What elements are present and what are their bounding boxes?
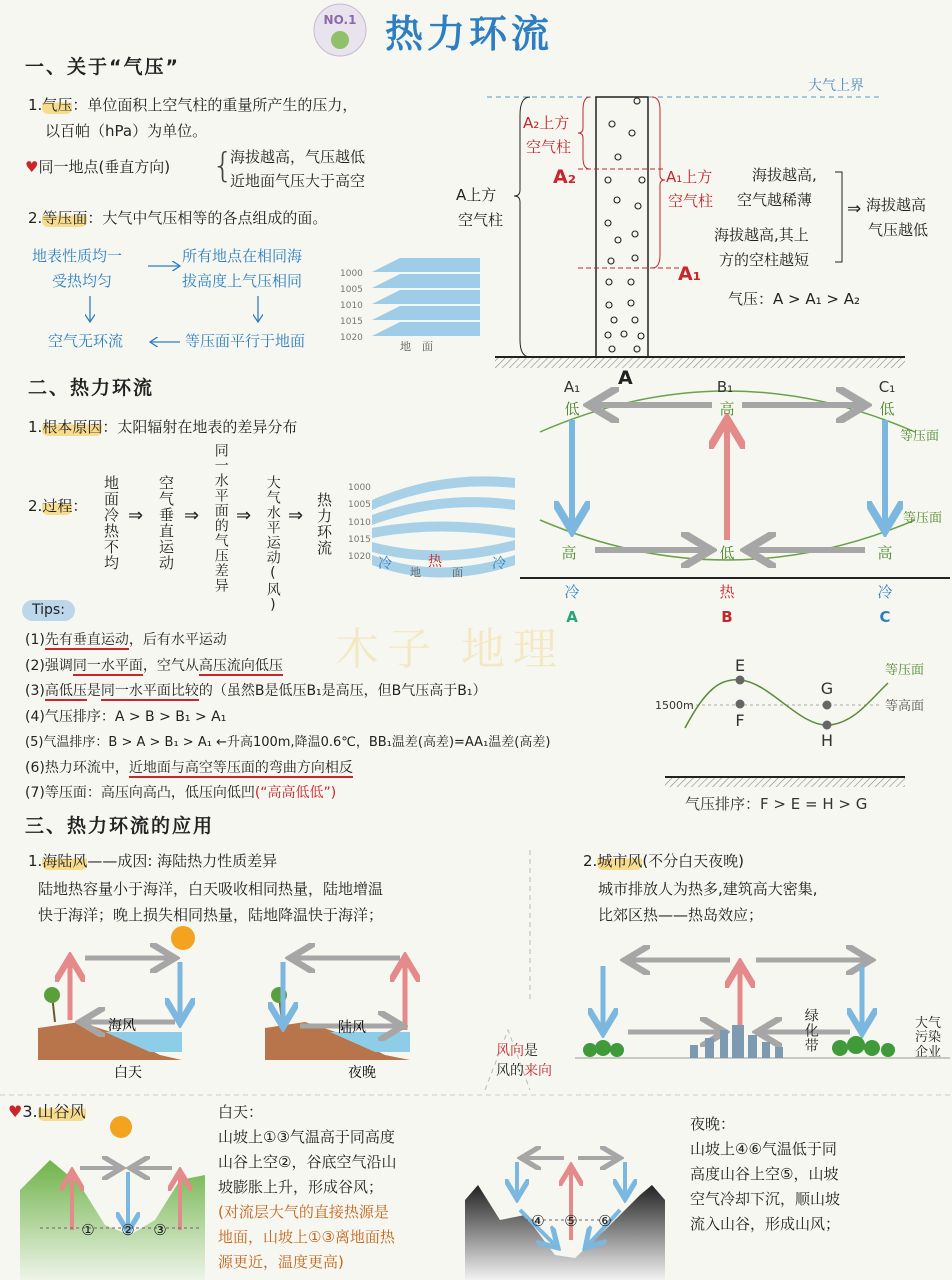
iso-label: 1005 xyxy=(340,285,363,295)
city-wind-text: 城市排放人为热多,建筑高大密集, xyxy=(598,880,818,898)
text: 坡膨胀上升，形成谷风； xyxy=(218,1178,384,1196)
num: 2. xyxy=(28,497,43,515)
term: 海陆风 xyxy=(42,852,88,870)
pressure-high: 高 xyxy=(561,544,577,562)
arrow-icon: ⇒ xyxy=(288,505,304,526)
point-b1: B₁ xyxy=(716,378,734,396)
text: 的（虽然B是低压B₁是高压，但B气压高于B₁） xyxy=(198,683,487,699)
chart-label: 1020 xyxy=(348,552,371,562)
process-step: 大气水平运动(风) xyxy=(264,475,281,614)
text: ：大气中气压相等的各点组成的面。 xyxy=(87,209,328,227)
isobar-label: 等压面 xyxy=(903,511,943,526)
point-a: A xyxy=(618,367,633,389)
sea-breeze-title xyxy=(28,852,277,870)
pressure-low: 低 xyxy=(719,544,735,562)
point-a: A xyxy=(566,608,578,626)
isobar-chart-flat xyxy=(340,258,480,353)
text: (6)热力环流中， xyxy=(25,759,129,776)
text: 来向 xyxy=(524,1062,552,1079)
tip-item xyxy=(25,628,550,654)
valley-wind-day-diagram xyxy=(20,1116,205,1280)
text: ，空气从 xyxy=(142,657,199,674)
iso-label: 1015 xyxy=(340,317,363,327)
text: 源更近，温度更高) xyxy=(218,1253,344,1271)
sun-icon xyxy=(171,926,195,950)
text: 风的 xyxy=(496,1062,524,1079)
pressure-order: 气压排序：F > E = H > G xyxy=(685,795,868,813)
process-step: 空气垂直运动 xyxy=(157,475,175,571)
term: 城市风 xyxy=(597,852,643,870)
sun-icon xyxy=(110,1116,132,1138)
point-marker: ④ xyxy=(531,1212,545,1230)
city-wind-diagram xyxy=(575,960,950,1058)
mountain-wind-night-diagram xyxy=(465,1135,665,1280)
point-a1: A₁ xyxy=(563,378,581,396)
point-g: G xyxy=(820,679,834,698)
tip-item xyxy=(25,756,550,782)
process-step: 同一水平面的气压差异 xyxy=(212,443,229,593)
text: ，后有水平运动 xyxy=(128,632,227,648)
text: ——成因: 海陆热力性质差异 xyxy=(87,852,278,870)
num: 1. xyxy=(28,96,43,114)
section-1-heading: 一、关于“气压” xyxy=(25,56,180,78)
a2-column-label: 空气柱 xyxy=(526,138,572,156)
mountain-wind-night-text xyxy=(690,1112,840,1237)
chart-label: 1000 xyxy=(348,483,371,493)
thermal-circulation-diagram xyxy=(520,378,950,626)
ground-label: 面 xyxy=(452,566,463,579)
logo-badge xyxy=(314,4,366,56)
efgh-diagram xyxy=(655,656,924,813)
iso-label: 1020 xyxy=(340,333,363,343)
sea-breeze-text: 快于海洋；晚上损失相同热量，陆地降温快于海洋； xyxy=(38,906,384,924)
sea-breeze-night-diagram xyxy=(265,925,437,1081)
process-step: 地面冷热不均 xyxy=(102,475,120,571)
text: 同一水平面比较 xyxy=(100,683,199,699)
night-label: 夜晚 xyxy=(348,1065,376,1081)
isoheight-label: 等高面 xyxy=(885,699,925,714)
pressure-high: 高 xyxy=(719,400,735,418)
tip-item: (4)气压排序：A > B > B₁ > A₁ xyxy=(25,708,227,725)
palm-tree-icon xyxy=(44,987,60,1003)
text: (7)等压面：高压向高凸，低压向低凹 xyxy=(25,785,255,801)
land-wind-label: 陆风 xyxy=(338,1020,366,1036)
colon: ： xyxy=(72,497,88,515)
flow-step: 受热均匀 xyxy=(52,272,113,290)
text: (“高高低低”) xyxy=(254,785,337,801)
note: 空气越稀薄 xyxy=(737,191,813,209)
term: 根本原因 xyxy=(42,418,103,436)
definition-pressure-cont: 以百帕（hPa）为单位。 xyxy=(45,122,208,140)
text: 是 xyxy=(524,1043,538,1059)
arrow-icon: ⇒ xyxy=(128,505,144,526)
text: 高度山谷上空⑤，山坡 xyxy=(690,1165,839,1183)
tip-item xyxy=(25,781,550,807)
implies-arrow-icon: ⇒ xyxy=(847,199,862,219)
logo-text: NO.1 xyxy=(323,13,357,27)
term: 过程 xyxy=(42,497,73,515)
altitude-label: 1500m xyxy=(655,699,694,712)
tip-item xyxy=(25,679,550,705)
isobar-label: 等压面 xyxy=(900,429,940,444)
text: (2)强调 xyxy=(25,657,73,674)
text: 流入山谷，形成山风； xyxy=(690,1215,841,1233)
sea-breeze-text: 陆地热容量小于海洋，白天吸收相同热量，陆地增温 xyxy=(38,880,384,898)
tip-item xyxy=(25,654,550,680)
point-f: F xyxy=(735,711,745,730)
a-column-label: A上方 xyxy=(456,186,497,204)
text: 是 xyxy=(86,683,101,699)
point-marker: ③ xyxy=(153,1221,167,1239)
note: 海拔越高, xyxy=(752,166,817,184)
point-a2: A₂ xyxy=(553,166,577,188)
isobar-label: 等压面 xyxy=(885,663,925,678)
section-2-heading: 二、热力环流 xyxy=(28,377,155,399)
flow-step: 所有地点在相同海 xyxy=(182,247,303,265)
num: 2. xyxy=(28,209,43,227)
valley-wind-title xyxy=(8,1102,86,1121)
heart-icon: ♥ xyxy=(25,158,39,176)
day-label: 白天 xyxy=(114,1065,142,1081)
flow-step: 空气无环流 xyxy=(48,332,124,350)
point-b: B xyxy=(721,608,733,626)
text: (不分白天夜晚) xyxy=(642,852,745,870)
text: 地面，山坡上①③离地面热 xyxy=(218,1228,395,1246)
iso-label: 1010 xyxy=(340,301,363,311)
watermark: 木子 地理 xyxy=(335,624,565,675)
wind-direction-note xyxy=(496,1042,552,1081)
arrow-icon: ⇒ xyxy=(184,505,200,526)
arrow-icon: ⇒ xyxy=(236,505,252,526)
note: 方的空柱越短 xyxy=(719,251,810,269)
tips-list xyxy=(25,628,550,807)
root-cause xyxy=(28,418,297,436)
conclusion: 海拔越高 xyxy=(866,196,927,214)
text: 企业 xyxy=(915,1044,942,1060)
city-wind-text: 比郊区热——热岛效应； xyxy=(598,906,764,924)
process-step: 热力环流 xyxy=(315,492,333,556)
text: 山坡上④⑥气温低于同 xyxy=(690,1140,837,1158)
conclusion: 气压越低 xyxy=(868,221,929,239)
cold-label: 冷 xyxy=(564,583,580,601)
text: 大气 xyxy=(915,1016,942,1031)
tips-badge: Tips: xyxy=(22,600,75,621)
rule-2: 近地面气压大于高空 xyxy=(230,172,366,190)
pressure-high: 高 xyxy=(877,544,893,562)
text: 同一水平面 xyxy=(72,657,143,674)
same-point-note xyxy=(25,158,170,176)
section-3-heading: 三、热力环流的应用 xyxy=(25,815,215,837)
text: 高低压 xyxy=(44,683,87,699)
a-column-label: 空气柱 xyxy=(458,211,504,229)
text: 山坡上①③气温高于同高度 xyxy=(218,1128,395,1146)
flow-step: 拔高度上气压相同 xyxy=(182,272,303,290)
valley-wind-day-text xyxy=(218,1100,396,1275)
a1-column-label: 空气柱 xyxy=(668,192,714,210)
ground-label: 地 面 xyxy=(400,340,433,353)
hot-label: 热 xyxy=(428,554,442,570)
point-c1: C₁ xyxy=(878,378,896,396)
text: 污染 xyxy=(915,1030,942,1046)
text: ：单位面积上空气柱的重量所产生的压力， xyxy=(72,96,358,114)
point-marker: ⑥ xyxy=(598,1212,612,1230)
city-wind-title xyxy=(583,852,744,870)
cold-label: 冷 xyxy=(378,556,392,572)
cold-label: 冷 xyxy=(492,556,506,572)
chart-label: 1015 xyxy=(348,535,371,545)
sea-breeze-day-diagram xyxy=(38,926,195,1081)
term: 等压面 xyxy=(42,209,88,227)
point-marker: ① xyxy=(81,1221,95,1239)
term: 气压 xyxy=(42,96,73,114)
flow-step: 地表性质均一 xyxy=(32,247,123,265)
point-a1: A₁ xyxy=(678,263,702,285)
text: 先有垂直运动 xyxy=(44,632,129,648)
isobar-chart-curved xyxy=(348,476,515,579)
text: 近地面与高空等压面的弯曲方向相反 xyxy=(128,759,353,776)
pressure-order: 气压：A > A₁ > A₂ xyxy=(728,290,861,308)
definition-pressure xyxy=(28,96,357,114)
text: (1) xyxy=(25,632,45,648)
point-marker: ② xyxy=(121,1221,135,1239)
point-c: C xyxy=(879,608,891,626)
green-belt-label: 绿化带 xyxy=(802,1008,819,1053)
iso-label: 1000 xyxy=(340,269,363,279)
text: 风向 xyxy=(496,1043,524,1059)
pressure-low: 低 xyxy=(564,400,580,418)
hot-label: 热 xyxy=(719,583,735,601)
text: (3) xyxy=(25,683,45,699)
chart-label: 1010 xyxy=(348,518,371,528)
page-title: 热力环流 xyxy=(385,12,554,56)
sea-wind-label: 海风 xyxy=(108,1018,136,1034)
a2-column-label: A₂上方 xyxy=(523,114,570,132)
definition-isobar xyxy=(28,209,327,227)
point-h: H xyxy=(820,731,834,750)
process-label xyxy=(28,497,87,515)
brace: { xyxy=(212,146,234,186)
note: 海拔越高,其上 xyxy=(714,226,809,244)
point-e: E xyxy=(734,656,746,675)
point-marker: ⑤ xyxy=(564,1212,578,1230)
num: 1. xyxy=(28,852,43,870)
atmosphere-top-label: 大气上界 xyxy=(808,78,864,94)
rule-1: 海拔越高，气压越低 xyxy=(230,148,366,166)
text: 同一地点(垂直方向) xyxy=(38,158,171,176)
text: 山谷上空②，谷底空气沿山 xyxy=(218,1153,397,1171)
num: 1. xyxy=(28,418,43,436)
text: 夜晚： xyxy=(690,1115,736,1133)
ground-label: 地 xyxy=(410,566,421,579)
polluting-factory-label xyxy=(915,1017,941,1060)
term: 山谷风 xyxy=(37,1102,86,1121)
num: 2. xyxy=(583,852,598,870)
text: (对流层大气的直接热源是 xyxy=(218,1203,389,1221)
tip-item: (5)气温排序：B > A > B₁ > A₁ ←升高100m,降温0.6℃，BB₁温差(高差)=AA₁温差(高差) xyxy=(25,735,551,750)
pressure-low: 低 xyxy=(879,400,895,418)
cold-label: 冷 xyxy=(877,583,893,601)
text: 空气冷却下沉，顺山坡 xyxy=(690,1190,841,1208)
moon-icon xyxy=(418,925,437,955)
a1-column-label: A₁上方 xyxy=(666,168,713,186)
heart-icon: ♥ xyxy=(8,1102,23,1121)
chart-label: 1005 xyxy=(348,500,371,510)
air-column-diagram xyxy=(456,77,928,389)
text: 白天： xyxy=(218,1103,264,1121)
num: 3. xyxy=(22,1102,38,1121)
text: 高压流向低压 xyxy=(198,657,283,674)
flow-step: 等压面平行于地面 xyxy=(185,332,306,350)
air-molecules xyxy=(605,98,645,352)
text: ：太阳辐射在地表的差异分布 xyxy=(102,418,298,436)
